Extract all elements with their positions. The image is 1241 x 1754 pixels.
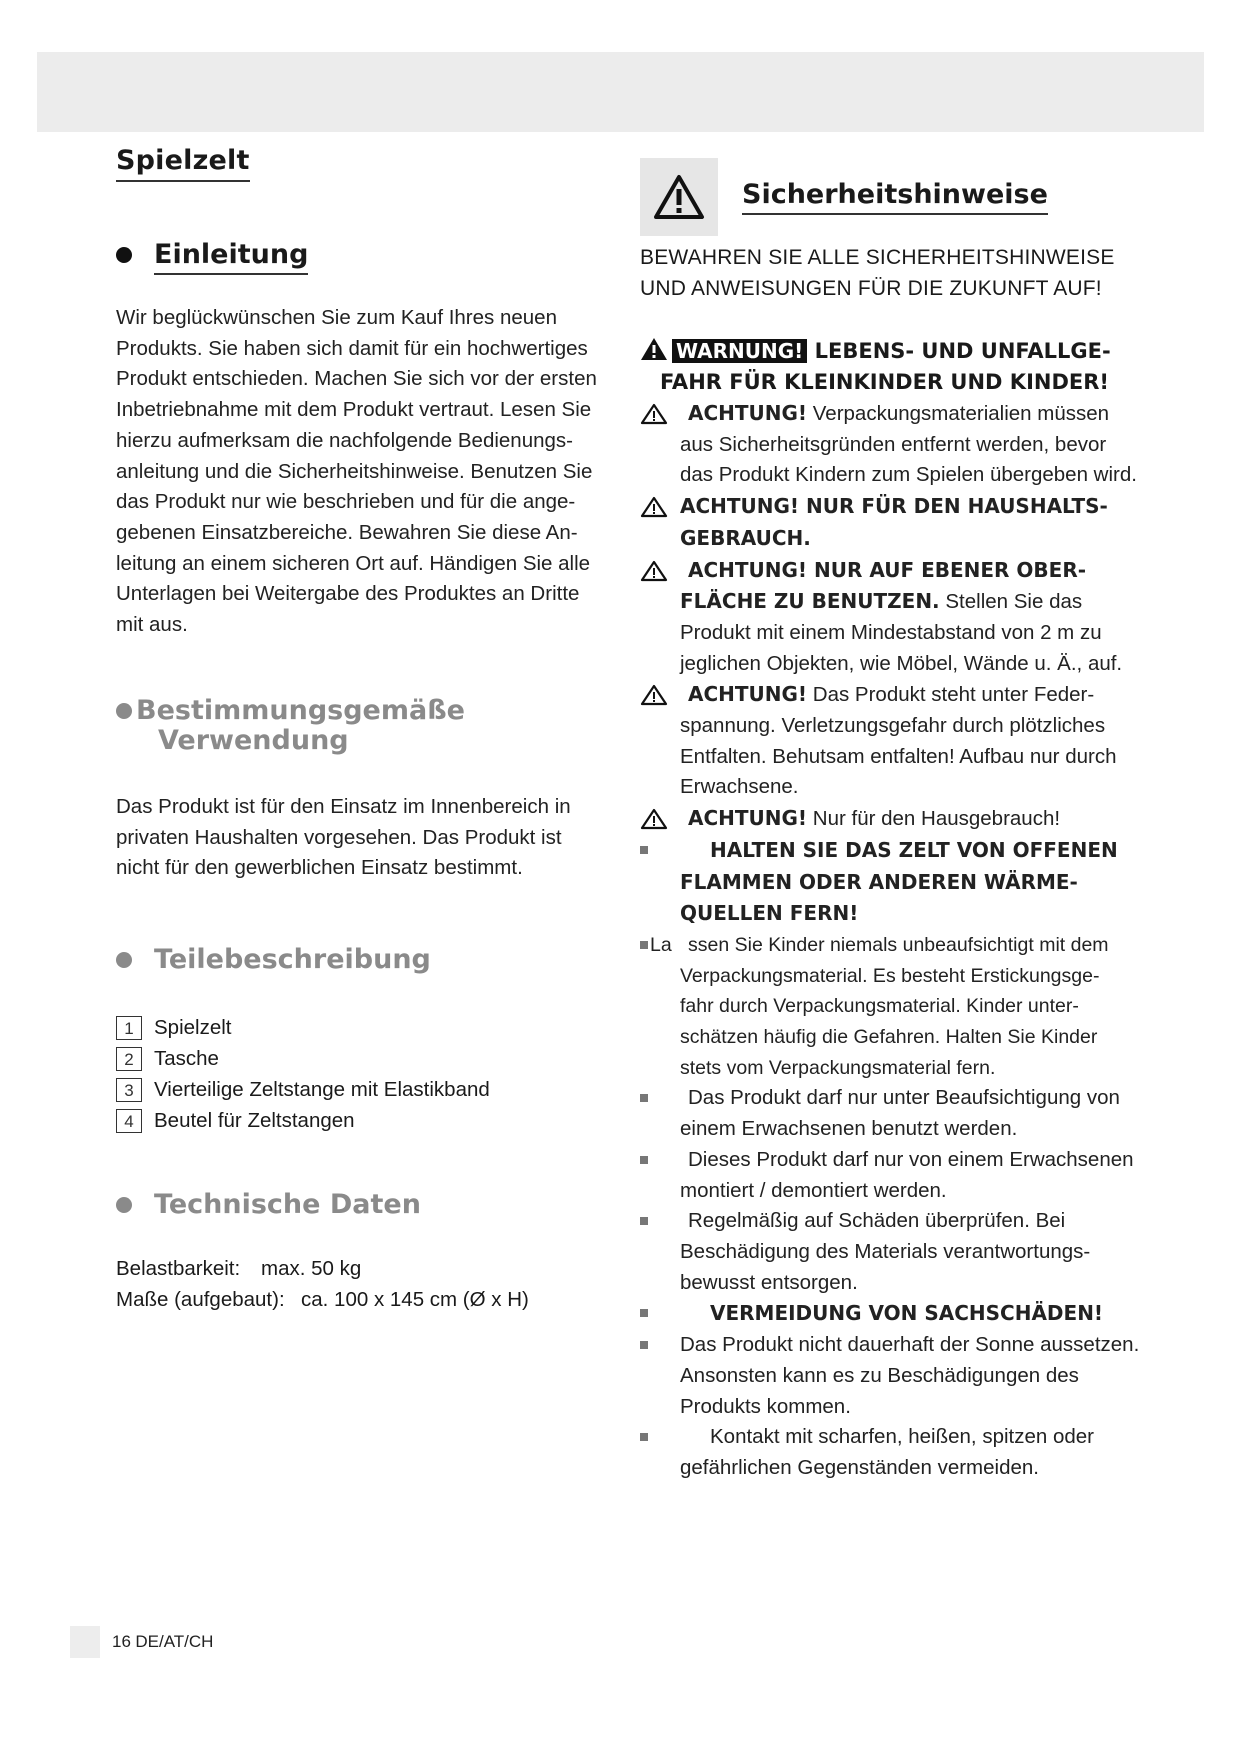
square-bullet-icon <box>640 1433 648 1441</box>
item-text: Das Produkt nicht dauerhaft der Sonne aussetzen. <box>680 1333 1140 1357</box>
list-item <box>640 803 1150 835</box>
item-text: spannung. Verletzungsgefahr durch plötzliches <box>680 714 1106 738</box>
caution-triangle-icon <box>640 496 668 518</box>
intro-line: hierzu aufmerksam die nachfolgende Bedienungs- <box>116 428 573 452</box>
document-title: Spielzelt <box>116 146 250 182</box>
caution-label: ACHTUNG! <box>688 682 808 707</box>
caution-triangle-icon <box>640 560 668 582</box>
bullet-icon <box>116 247 132 263</box>
item-text: montiert / demontiert werden. <box>680 1178 947 1202</box>
part-label: Spielzelt <box>154 1015 232 1039</box>
item-text: bewusst entsorgen. <box>680 1270 858 1294</box>
part-number: 3 <box>116 1078 142 1102</box>
warning-text: LEBENS- UND UNFALLGE- <box>814 339 1111 363</box>
item-text: ssen Sie Kinder niemals unbeaufsichtigt mit dem <box>688 933 1109 956</box>
caution-triangle-icon <box>640 808 668 830</box>
item-text: Das Produkt darf nur unter Beaufsichtigung von <box>688 1086 1120 1110</box>
parts-list <box>116 1012 490 1136</box>
item-text: Erwachsene. <box>680 775 799 799</box>
item-text: Dieses Produkt darf nur von einem Erwachsenen <box>688 1147 1134 1171</box>
caution-label: ACHTUNG! <box>688 806 808 831</box>
intro-line: mit aus. <box>116 613 188 637</box>
usage-line: nicht für den gewerblichen Einsatz bestimmt. <box>116 856 523 880</box>
item-text: FLAMMEN ODER ANDEREN WÄRME- <box>680 869 1078 894</box>
item-text: HALTEN SIE DAS ZELT VON OFFENEN <box>710 837 1118 862</box>
intro-line: gebenen Einsatzbereiche. Bewahren Sie diese An- <box>116 520 578 544</box>
keep-line: UND ANWEISUNGEN FÜR DIE ZUKUNFT AUF! <box>640 277 1102 300</box>
tech-row <box>116 1284 529 1315</box>
item-text: gefährlichen Gegenständen vermeiden. <box>680 1455 1039 1479</box>
list-item <box>640 1083 1150 1144</box>
keep-line: BEWAHREN SIE ALLE SICHERHEITSHINWEISE <box>640 246 1115 269</box>
item-text: aus Sicherheitsgründen entfernt werden, bevor <box>680 432 1107 456</box>
caution-label: FLÄCHE ZU BENUTZEN. <box>680 589 940 614</box>
list-item <box>640 679 1150 803</box>
intro-heading-text: Einleitung <box>154 240 308 275</box>
part-label: Beutel für Zeltstangen <box>154 1108 355 1132</box>
square-bullet-icon <box>640 1217 648 1225</box>
intro-line: leitung an einem sicheren Ort auf. Händigen Sie alle <box>116 551 591 575</box>
tech-value: ca. 100 x 145 cm (Ø x H) <box>301 1288 529 1311</box>
part-number: 1 <box>116 1016 142 1040</box>
tech-heading-text: Technische Daten <box>154 1189 421 1220</box>
parts-heading <box>116 945 431 975</box>
item-text: Verpackungsmaterial. Es besteht Erstickungsge- <box>680 964 1100 987</box>
list-item <box>640 491 1150 554</box>
item-text: Kontakt mit scharfen, heißen, spitzen oder <box>710 1425 1095 1449</box>
safety-list <box>640 398 1150 1484</box>
usage-line: privaten Haushalten vorgesehen. Das Produkt ist <box>116 825 562 849</box>
square-bullet-icon <box>640 1309 648 1317</box>
list-item <box>640 555 1150 680</box>
caution-label: ACHTUNG! NUR FÜR DEN HAUSHALTS- <box>680 494 1108 519</box>
warning-triangle-icon <box>640 158 718 236</box>
tech-row <box>116 1253 529 1284</box>
intro-line: das Produkt nur wie beschrieben und für die ange- <box>116 490 576 514</box>
part-label: Vierteilige Zeltstange mit Elastikband <box>154 1077 490 1101</box>
intro-heading <box>116 240 308 275</box>
list-item <box>640 1145 1150 1206</box>
tech-heading <box>116 1190 421 1220</box>
part-number: 2 <box>116 1047 142 1071</box>
footer-box <box>70 1626 100 1658</box>
bullet-icon <box>116 703 132 719</box>
item-text: Verpackungsmaterialien müssen <box>812 402 1110 425</box>
warning-triangle-icon <box>640 337 668 361</box>
intro-line: Unterlagen bei Weitergabe des Produktes an Dritte <box>116 582 580 606</box>
square-bullet-icon <box>640 1156 648 1164</box>
usage-heading <box>116 696 465 756</box>
page-number: 16 <box>112 1632 131 1651</box>
header-band <box>37 52 1204 132</box>
tech-data <box>116 1253 529 1315</box>
intro-line: Produkt entschieden. Machen Sie sich vor der ersten <box>116 367 597 391</box>
list-item <box>116 1012 490 1043</box>
list-item <box>116 1105 490 1136</box>
item-text: Stellen Sie das <box>945 590 1083 614</box>
locale-label: DE/AT/CH <box>135 1632 214 1651</box>
tech-value: max. 50 kg <box>261 1257 362 1280</box>
item-text: Nur für den Hausgebrauch! <box>812 807 1061 831</box>
list-item <box>640 1206 1150 1298</box>
item-text: das Produkt Kindern zum Spielen übergeben wird. <box>680 463 1137 487</box>
item-text: La <box>650 933 672 956</box>
list-item <box>116 1043 490 1074</box>
item-text: stets vom Verpackungsmaterial fern. <box>680 1056 996 1079</box>
item-text: jeglichen Objekten, wie Möbel, Wände u. Ä., auf. <box>680 651 1123 675</box>
square-bullet-icon <box>640 941 648 949</box>
list-item <box>640 835 1150 930</box>
item-text: QUELLEN FERN! <box>680 901 859 926</box>
intro-paragraph <box>116 303 597 641</box>
tech-label: Maße (aufgebaut): <box>116 1288 285 1311</box>
part-number: 4 <box>116 1109 142 1133</box>
usage-line: Das Produkt ist für den Einsatz im Innenbereich in <box>116 795 571 818</box>
item-text: Produkts kommen. <box>680 1394 851 1418</box>
list-item <box>640 1298 1150 1330</box>
list-item <box>116 1074 490 1105</box>
safety-heading: Sicherheitshinweise <box>742 180 1048 215</box>
list-item <box>640 398 1150 491</box>
keep-instructions <box>640 242 1115 304</box>
parts-heading-text: Teilebeschreibung <box>154 944 431 975</box>
caution-label: GEBRAUCH. <box>680 525 811 550</box>
list-item <box>640 930 1150 1084</box>
intro-line: anleitung und die Sicherheitshinweise. Benutzen Sie <box>116 459 593 483</box>
item-text: Regelmäßig auf Schäden überprüfen. Bei <box>688 1209 1066 1233</box>
warning-text: FAHR FÜR KLEINKINDER UND KINDER! <box>660 370 1109 394</box>
intro-line: Produkts. Sie haben sich damit für ein hochwertiges <box>116 336 588 360</box>
intro-line: Inbetriebnahme mit dem Produkt vertraut. Lesen Sie <box>116 398 592 422</box>
square-bullet-icon <box>640 846 648 854</box>
intro-line: Wir beglückwünschen Sie zum Kauf Ihres neuen <box>116 306 557 329</box>
item-text: fahr durch Verpackungsmaterial. Kinder unter- <box>680 995 1079 1018</box>
warning-badge: WARNUNG! <box>672 339 807 363</box>
warning-block <box>640 336 1140 398</box>
item-text: Ansonsten kann es zu Beschädigungen des <box>680 1363 1079 1387</box>
bullet-icon <box>116 952 132 968</box>
item-text: einem Erwachsenen benutzt werden. <box>680 1117 1018 1141</box>
safety-header <box>640 158 1048 236</box>
item-text: Das Produkt steht unter Feder- <box>812 683 1095 707</box>
usage-paragraph <box>116 792 571 884</box>
usage-heading-line1: Bestimmungsgemäße <box>136 695 465 726</box>
item-text: VERMEIDUNG VON SACHSCHÄDEN! <box>710 1301 1104 1326</box>
caution-triangle-icon <box>640 684 668 706</box>
item-text: Produkt mit einem Mindestabstand von 2 m zu <box>680 620 1102 644</box>
square-bullet-icon <box>640 1094 648 1102</box>
caution-triangle-icon <box>640 403 668 425</box>
list-item <box>640 1422 1150 1483</box>
square-bullet-icon <box>640 1341 648 1349</box>
page-footer <box>70 1626 213 1658</box>
list-item <box>640 1330 1150 1422</box>
bullet-icon <box>116 1197 132 1213</box>
caution-label: ACHTUNG! NUR AUF EBENER OBER- <box>688 557 1087 582</box>
tech-label: Belastbarkeit: <box>116 1257 241 1280</box>
item-text: Entfalten. Behutsam entfalten! Aufbau nur durch <box>680 744 1117 768</box>
caution-label: ACHTUNG! <box>688 401 808 425</box>
part-label: Tasche <box>154 1046 219 1070</box>
usage-heading-line2: Verwendung <box>158 725 349 756</box>
item-text: schätzen häufig die Gefahren. Halten Sie Kinder <box>680 1026 1098 1049</box>
item-text: Beschädigung des Materials verantwortungs- <box>680 1239 1091 1263</box>
